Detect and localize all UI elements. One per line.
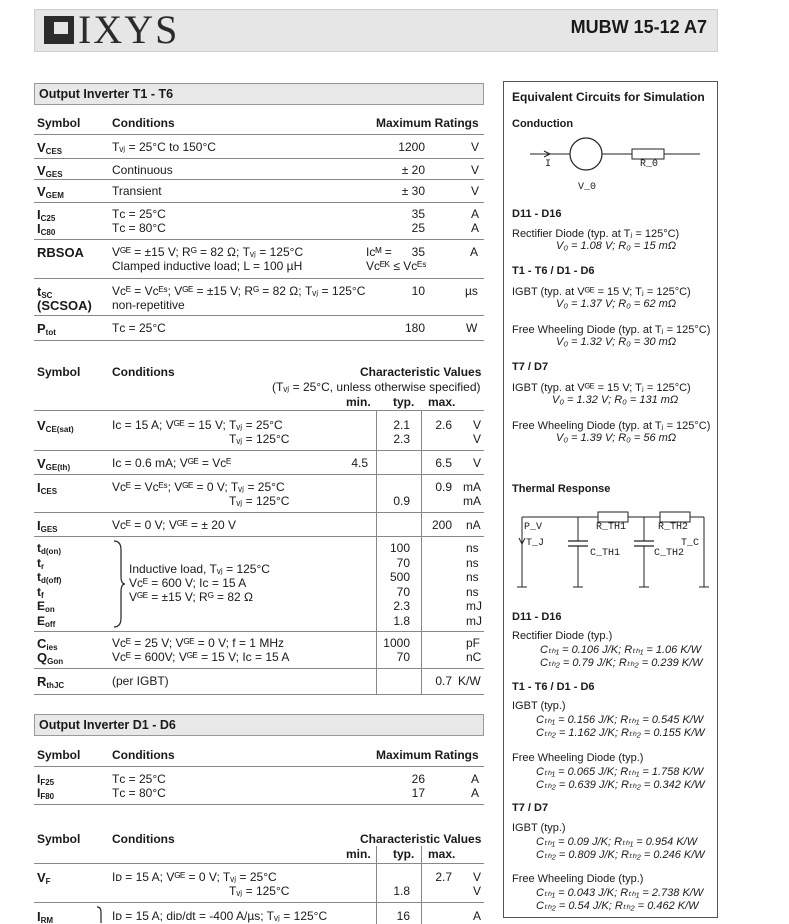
d-unit-1: A xyxy=(471,786,480,800)
equivalent-circuits-panel xyxy=(503,81,718,918)
tsc-unit: µs xyxy=(465,284,478,298)
col-char-values: Characteristic Values xyxy=(360,365,482,379)
vcesat-unit2: V xyxy=(473,432,482,446)
iges-unit: nA xyxy=(466,518,481,532)
condition-3: Tᴄ = 25°C xyxy=(112,207,166,221)
rbsoa-vcek: Vᴄᴱᴷ ≤ Vᴄᴱˢ xyxy=(366,259,427,273)
unit-2: V xyxy=(471,184,480,198)
eq-title: Equivalent Circuits for Simulation xyxy=(512,90,705,104)
value-1: ± 20 xyxy=(401,163,425,177)
d-condition-0: Tᴄ = 25°C xyxy=(112,772,166,786)
ixys-logo-icon xyxy=(44,16,74,44)
d11-values: V₀ = 1.08 V; R₀ = 15 mΩ xyxy=(556,240,677,252)
col-min-4: min. xyxy=(346,847,371,861)
t1-igbt-text: IGBT (typ. at Vᴳᴱ = 15 V; Tⱼ = 125°C) xyxy=(512,286,691,298)
qgon-cond: Vᴄᴱ = 600V; Vᴳᴱ = 15 V; Iᴄ = 15 A xyxy=(112,650,290,664)
switch-typ-4: 2.3 xyxy=(393,599,410,613)
t7-igbt-text: IGBT (typ. at Vᴳᴱ = 15 V; Tⱼ = 125°C) xyxy=(512,382,691,394)
tsc-cond2: non-repetitive xyxy=(112,298,185,312)
rbsoa-cond2: Clamped inductive load; L = 100 µH xyxy=(112,259,303,273)
thermal-cth2: C_TH2 xyxy=(654,548,685,559)
value-4: 25 xyxy=(411,221,425,235)
col-symbol: Symbol xyxy=(37,116,81,130)
vgeth-symbol: $V_{GE(th)}$ xyxy=(37,456,71,472)
col-min: min. xyxy=(346,395,371,409)
rthjc-max: 0.7 xyxy=(435,674,452,688)
th-t1-line4: Cₜₕ₂ = 0.639 J/K; Rₜₕ₂ = 0.342 K/W xyxy=(536,779,705,791)
t7-fwd-values: V₀ = 1.39 V; R₀ = 56 mΩ xyxy=(556,432,677,444)
th-t1-fwd: Free Wheeling Diode (typ.) xyxy=(512,752,644,764)
vgeth-max: 6.5 xyxy=(435,456,452,470)
col-max-4: max. xyxy=(428,847,456,861)
th-t7-fwd: Free Wheeling Diode (typ.) xyxy=(512,873,644,885)
rbsoa-symbol: RBSOA xyxy=(37,245,84,260)
ices-cond2: Tᵥⱼ = 125°C xyxy=(229,494,290,508)
rbsoa-unit: A xyxy=(470,245,479,259)
ices-max: 0.9 xyxy=(435,480,452,494)
th-t1-heading: T1 - T6 / D1 - D6 xyxy=(512,681,595,693)
vf-symbol: $V_F$ xyxy=(37,870,51,886)
iges-symbol: $I_{GES}$ xyxy=(37,518,58,534)
switch-unit-3: ns xyxy=(466,584,479,599)
ptot-value: 180 xyxy=(404,321,425,335)
t7-heading: T7 / D7 xyxy=(512,361,549,373)
th-t7-igbt: IGBT (typ.) xyxy=(512,822,566,834)
thermal-cth1: C_TH1 xyxy=(590,548,621,559)
ptot-symbol: $P_{tot}$ xyxy=(37,321,56,337)
ices-unit1: mA xyxy=(463,480,481,494)
tsc-symbol: $t_{SC}$ xyxy=(37,284,53,300)
thermal-rth2: R_TH2 xyxy=(658,522,689,533)
ptot-cond: Tᴄ = 25°C xyxy=(112,321,166,335)
col-max-ratings-3: Maximum Ratings xyxy=(376,748,479,762)
value-0: 1200 xyxy=(398,140,425,154)
value-3: 35 xyxy=(411,207,425,221)
cond-v0-label: V_0 xyxy=(578,182,597,193)
vcesat-typ1: 2.1 xyxy=(393,418,410,432)
thermal-tj: T_J xyxy=(526,538,545,549)
d-unit-0: A xyxy=(471,772,480,786)
vgeth-cond: Iᴄ = 0.6 mA; Vᴳᴱ = Vᴄᴱ xyxy=(112,456,232,470)
symbol-1: $V_{GES}$ xyxy=(37,163,63,179)
symbol-3: $I_{C25}$ xyxy=(37,207,56,223)
th-t7-line4: Cₜₕ₂ = 0.54 J/K; Rₜₕ₂ = 0.462 K/W xyxy=(536,900,699,912)
col-char-values-4: Characteristic Values xyxy=(360,832,482,846)
switch-typ-3: 70 xyxy=(396,584,410,599)
iges-cond: Vᴄᴱ = 0 V; Vᴳᴱ = ± 20 V xyxy=(112,518,236,532)
irm-unit: A xyxy=(473,909,482,923)
th-t7-heading: T7 / D7 xyxy=(512,802,549,814)
rbsoa-cond1: Vᴳᴱ = ±15 V; Rᴳ = 82 Ω; Tᵥⱼ = 125°C xyxy=(112,245,304,259)
vf-unit2: V xyxy=(473,884,482,898)
vgeth-unit: V xyxy=(473,456,482,470)
switch-symbol-0: $t_{d(on)}$ xyxy=(37,541,61,556)
vcesat-max: 2.6 xyxy=(435,418,452,432)
rbsoa-icm-value: 35 xyxy=(411,245,425,259)
t1-fwd-text: Free Wheeling Diode (typ. at Tⱼ = 125°C) xyxy=(512,324,711,336)
d-value-0: 26 xyxy=(411,772,425,786)
switch-symbol-1: $t_r$ xyxy=(37,555,45,571)
vf-cond1: Iᴅ = 15 A; Vᴳᴱ = 0 V; Tᵥⱼ = 25°C xyxy=(112,870,277,884)
vf-cond2: Tᵥⱼ = 125°C xyxy=(229,884,290,898)
vcesat-cond1: Iᴄ = 15 A; Vᴳᴱ = 15 V; Tᵥⱼ = 25°C xyxy=(112,418,283,432)
cies-cond: Vᴄᴱ = 25 V; Vᴳᴱ = 0 V; f = 1 MHz xyxy=(112,636,284,650)
th-t1-line2: Cₜₕ₂ = 1.162 J/K; Rₜₕ₂ = 0.155 K/W xyxy=(536,727,705,739)
tsc-cond1: Vᴄᴱ = Vᴄᴱˢ; Vᴳᴱ = ±15 V; Rᴳ = 82 Ω; Tᵥⱼ = 125°C xyxy=(112,284,366,298)
th-t1-igbt: IGBT (typ.) xyxy=(512,700,566,712)
symbol-2: $V_{GEM}$ xyxy=(37,184,64,200)
ptot-unit: W xyxy=(466,321,478,335)
cies-symbol: $C_{ies}$ xyxy=(37,636,58,652)
th-d11-text: Rectifier Diode (typ.) xyxy=(512,630,613,642)
th-t7-line3: Cₜₕ₁ = 0.043 J/K; Rₜₕ₁ = 2.738 K/W xyxy=(536,887,704,899)
ices-cond1: Vᴄᴱ = Vᴄᴱˢ; Vᴳᴱ = 0 V; Tᵥⱼ = 25°C xyxy=(112,480,285,494)
vf-unit1: V xyxy=(473,870,482,884)
d11-text: Rectifier Diode (typ. at Tⱼ = 125°C) xyxy=(512,228,680,240)
rthjc-symbol: $R_{thJC}$ xyxy=(37,674,65,690)
section-title-t1-t6: Output Inverter T1 - T6 xyxy=(34,83,484,105)
vcesat-cond2: Tᵥⱼ = 125°C xyxy=(229,432,290,446)
condition-2: Transient xyxy=(112,184,162,198)
switch-unit-0: ns xyxy=(466,541,479,555)
qgon-unit: nC xyxy=(466,650,482,664)
ices-typ: 0.9 xyxy=(393,494,410,508)
col-typ: typ. xyxy=(393,395,415,409)
th-d11-line1: Cₜₕ₁ = 0.106 J/K; Rₜₕ₁ = 1.06 K/W xyxy=(540,644,702,656)
col-conditions: Conditions xyxy=(112,116,175,130)
condition-4: Tᴄ = 80°C xyxy=(112,221,166,235)
cond-r0-label: R_0 xyxy=(640,159,659,170)
cies-typ: 1000 xyxy=(383,636,410,650)
t7-igbt-values: V₀ = 1.32 V; R₀ = 131 mΩ xyxy=(552,394,679,406)
switch-unit-4: mJ xyxy=(466,599,482,613)
irm-symbol: $I_{RM}$ xyxy=(37,909,54,924)
ices-unit2: mA xyxy=(463,494,481,508)
d-value-1: 17 xyxy=(411,786,425,800)
col-conditions-3: Conditions xyxy=(112,748,175,762)
col-conditions-4: Conditions xyxy=(112,832,175,846)
switch-typ-2: 500 xyxy=(389,570,410,584)
ices-symbol: $I_{CES}$ xyxy=(37,480,58,496)
th-d11-line2: Cₜₕ₂ = 0.79 J/K; Rₜₕ₂ = 0.239 K/W xyxy=(540,657,703,669)
irm-typ: 16 xyxy=(396,909,410,923)
t1-heading: T1 - T6 / D1 - D6 xyxy=(512,265,595,277)
th-d11-heading: D11 - D16 xyxy=(512,611,562,623)
th-t7-line1: Cₜₕ₁ = 0.09 J/K; Rₜₕ₁ = 0.954 K/W xyxy=(536,836,698,848)
irm-cond: Iᴅ = 15 A; diᴅ/dt = -400 A/µs; Tᵥⱼ = 125°C xyxy=(112,909,328,923)
t1-fwd-values: V₀ = 1.32 V; R₀ = 30 mΩ xyxy=(556,336,677,348)
col-conditions-2: Conditions xyxy=(112,365,175,379)
t7-fwd-text: Free Wheeling Diode (typ. at Tⱼ = 125°C) xyxy=(512,420,711,432)
vf-max: 2.7 xyxy=(435,870,452,884)
d-symbol-0: $I_{F25}$ xyxy=(37,772,55,787)
t1-igbt-values: V₀ = 1.37 V; R₀ = 62 mΩ xyxy=(556,298,677,310)
col-symbol-4: Symbol xyxy=(37,832,81,846)
col-typ-4: typ. xyxy=(393,847,415,861)
col-symbol-3: Symbol xyxy=(37,748,81,762)
brace-icon xyxy=(96,906,104,924)
th-t1-line1: Cₜₕ₁ = 0.156 J/K; Rₜₕ₁ = 0.545 K/W xyxy=(536,714,704,726)
d11-heading: D11 - D16 xyxy=(512,208,562,220)
value-2: ± 30 xyxy=(401,184,425,198)
section-title-d1-d6: Output Inverter D1 - D6 xyxy=(34,714,484,736)
d-condition-1: Tᴄ = 80°C xyxy=(112,786,166,800)
thermal-heading: Thermal Response xyxy=(512,483,611,495)
qgon-symbol: $Q_{Gon}$ xyxy=(37,650,64,666)
switch-unit-1: ns xyxy=(466,555,479,570)
unit-4: A xyxy=(471,221,480,235)
logo-text: IXYS xyxy=(78,7,180,52)
th-t1-line3: Cₜₕ₁ = 0.065 J/K; Rₜₕ₁ = 1.758 K/W xyxy=(536,766,704,778)
col-max-ratings: Maximum Ratings xyxy=(376,116,479,130)
switch-unit-5: mJ xyxy=(466,613,482,628)
symbol-0: $V_{CES}$ xyxy=(37,140,63,156)
iges-max: 200 xyxy=(431,518,452,532)
cond-i-label: I xyxy=(545,159,552,170)
scsoa-label: (SCSOA) xyxy=(37,298,92,313)
conduction-label: Conduction xyxy=(512,118,574,130)
vf-typ: 1.8 xyxy=(393,884,410,898)
switch-typ-1: 70 xyxy=(396,555,410,570)
col-max: max. xyxy=(428,395,456,409)
vgeth-min: 4.5 xyxy=(351,456,368,470)
switch-symbol-2: $t_{d(off)}$ xyxy=(37,570,62,585)
part-number: MUBW 15-12 A7 xyxy=(570,17,707,37)
switch-unit-2: ns xyxy=(466,570,479,584)
vcesat-symbol: $V_{CE(sat)}$ xyxy=(37,418,74,434)
unit-1: V xyxy=(471,163,480,177)
switch-typ-5: 1.8 xyxy=(393,613,410,628)
conduction-circuit xyxy=(530,136,700,196)
switch-cond1: Inductive load, Tᵥⱼ = 125°C xyxy=(129,562,270,576)
thermal-tc: T_C xyxy=(681,538,700,549)
unit-3: A xyxy=(471,207,480,221)
vcesat-unit1: V xyxy=(473,418,482,432)
char-note: (Tᵥⱼ = 25°C, unless otherwise specified) xyxy=(272,380,481,394)
rthjc-cond: (per IGBT) xyxy=(112,674,169,688)
symbol-4: $I_{C80}$ xyxy=(37,221,56,237)
switch-cond2: Vᴄᴱ = 600 V; Iᴄ = 15 A xyxy=(129,576,247,590)
switch-cond3: Vᴳᴱ = ±15 V; Rᴳ = 82 Ω xyxy=(129,590,253,604)
switch-symbol-4: $E_{on}$ xyxy=(37,599,55,614)
switch-symbol-5: $E_{off}$ xyxy=(37,613,56,629)
unit-0: V xyxy=(471,140,480,154)
rthjc-unit: K/W xyxy=(458,674,481,688)
thermal-rth1: R_TH1 xyxy=(596,522,627,533)
th-t7-line2: Cₜₕ₂ = 0.809 J/K; Rₜₕ₂ = 0.246 K/W xyxy=(536,849,705,861)
condition-0: Tᵥⱼ = 25°C to 150°C xyxy=(112,140,216,154)
vcesat-typ2: 2.3 xyxy=(393,432,410,446)
col-symbol-2: Symbol xyxy=(37,365,81,379)
rbsoa-icm: Iᴄᴹ = xyxy=(366,245,392,259)
switch-typ-0: 100 xyxy=(389,541,410,555)
thermal-pv: P_V xyxy=(524,522,543,533)
tsc-value: 10 xyxy=(411,284,425,298)
switch-symbol-3: $t_f$ xyxy=(37,584,44,600)
qgon-typ: 70 xyxy=(396,650,410,664)
brace-icon xyxy=(112,540,126,628)
cies-unit: pF xyxy=(466,636,481,650)
d-symbol-1: $I_{F80}$ xyxy=(37,786,55,801)
condition-1: Continuous xyxy=(112,163,173,177)
